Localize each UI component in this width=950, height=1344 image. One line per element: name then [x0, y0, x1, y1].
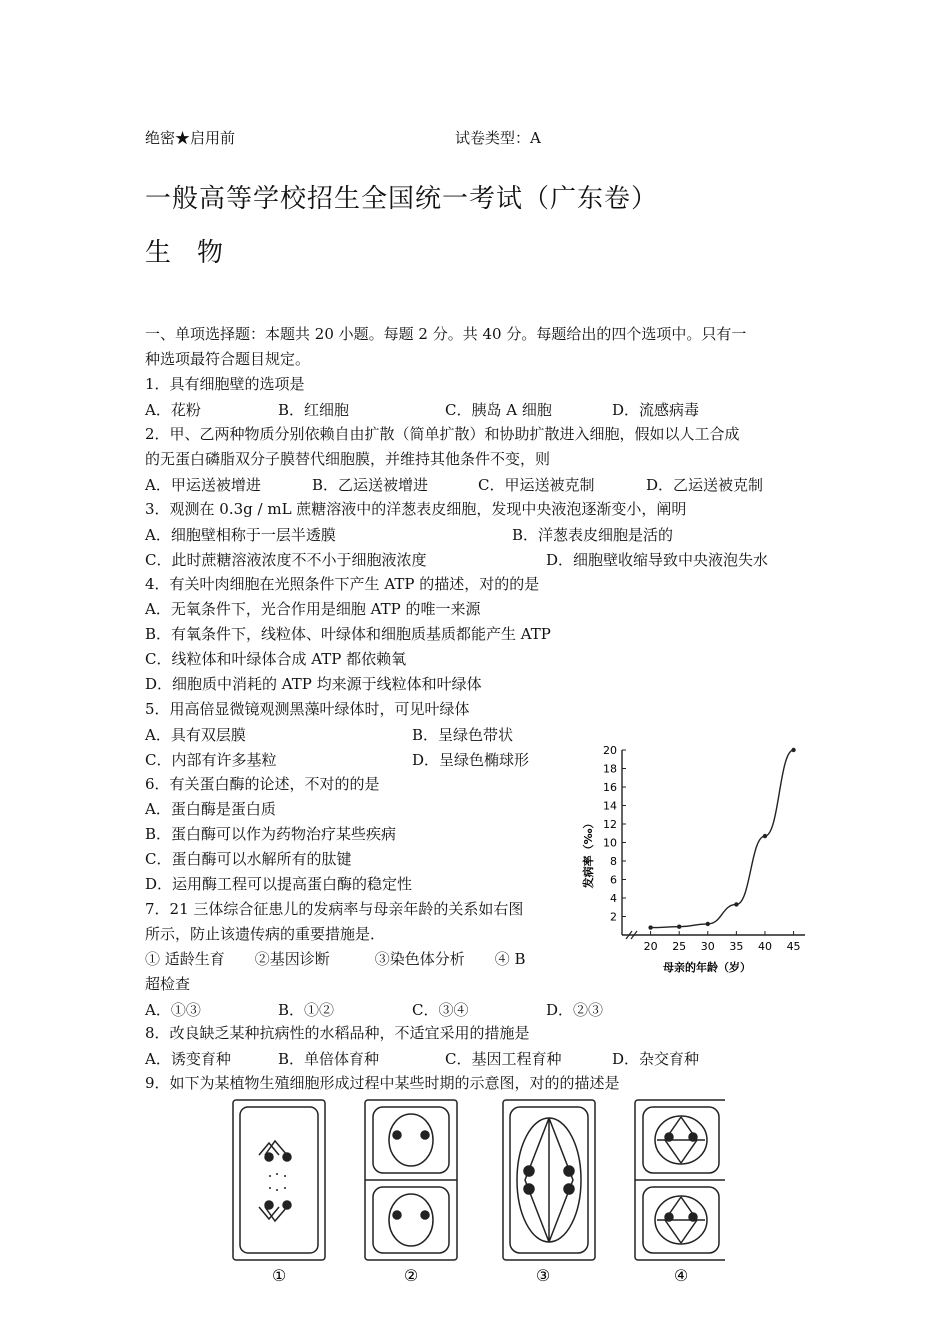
chart-x-tick-label: 20 [643, 940, 658, 953]
chart-x-tick-label: 45 [786, 940, 801, 953]
q1-option-a: A．花粉 [145, 401, 201, 419]
chart-y-tick-label: 14 [603, 799, 617, 813]
chart-x-tick-label: 40 [757, 940, 772, 953]
cell-diagram-4 [635, 1100, 725, 1260]
q7-stem-1: 7．21 三体综合征患儿的发病率与母亲年龄的关系如右图 [145, 900, 524, 918]
q7-options-2: 超检查 [145, 975, 191, 993]
chart-ylabel: 发病率（‰） [582, 817, 595, 889]
q2-option-b: B．乙运送被增进 [312, 476, 429, 494]
chart-data-point [706, 922, 710, 926]
q7-option-b: B．①② [278, 1001, 335, 1019]
q8-option-d: D．杂交育种 [612, 1050, 700, 1068]
chart-y-tick-label: 12 [603, 818, 617, 831]
q3-option-a: A．细胞壁相称于一层半透膜 [145, 526, 336, 544]
q7-option-d: D．②③ [546, 1001, 604, 1019]
header-left: 绝密★启用前 [145, 129, 236, 147]
subject-title: 生 物 [145, 238, 224, 268]
q1-option-c: C．胰岛 A 细胞 [445, 401, 552, 419]
chart-y-tick-label: 2 [610, 910, 617, 924]
q2-stem-2: 的无蛋白磷脂双分子膜替代细胞膜，并维持其他条件不变，则 [145, 450, 551, 468]
q2-option-c: C．甲运送被克制 [478, 476, 595, 494]
chart-data-point [734, 902, 738, 906]
diagram-label-4: ④ [673, 1266, 689, 1285]
section-intro-1: 一、单项选择题：本题共 20 小题。每题 2 分。共 40 分。每题给出的四个选项中。只有一 [145, 325, 747, 343]
q8-option-a: A．诱变育种 [145, 1050, 231, 1068]
q2-option-d: D．乙运送被克制 [646, 476, 764, 494]
q1-stem: 1．具有细胞壁的选项是 [145, 375, 305, 393]
diagram-label-3: ③ [535, 1266, 551, 1285]
q8-option-c: C．基因工程育种 [445, 1050, 562, 1068]
cell-diagram-3 [503, 1100, 595, 1260]
chart-y-tick-label: 10 [603, 836, 617, 850]
chart-y-tick-label: 18 [603, 762, 617, 776]
q6-option-a: A．蛋白酶是蛋白质 [145, 800, 276, 818]
q1-option-d: D．流感病毒 [612, 401, 700, 419]
q4-option-b: B．有氧条件下，线粒体、叶绿体和细胞质基质都能产生 ATP [145, 625, 551, 643]
q7-option-a: A．①③ [145, 1001, 201, 1019]
q6-option-b: B．蛋白酶可以作为药物治疗某些疾病 [145, 825, 397, 843]
q4-option-d: D．细胞质中消耗的 ATP 均来源于线粒体和叶绿体 [145, 675, 482, 693]
page-title: 一般高等学校招生全国统一考试（广东卷） [145, 184, 659, 214]
chart-y-tick-label: 8 [610, 855, 617, 868]
q7-stem-2: 所示，防止该遗传病的重要措施是． [145, 925, 386, 943]
q2-option-a: A．甲运送被增进 [145, 476, 261, 494]
chart-data-point [791, 748, 795, 752]
chart-series-line [651, 750, 794, 928]
chart-y-tick-label: 16 [603, 781, 617, 794]
chart-y-tick-label: 20 [603, 744, 617, 757]
q6-option-d: D．运用酶工程可以提高蛋白酶的稳定性 [145, 875, 413, 893]
q3-stem: 3．观测在 0.3g / mL 蔗糖溶液中的洋葱表皮细胞，发现中央液泡逐渐变小，阐明 [145, 500, 687, 518]
q8-stem: 8．改良缺乏某种抗病性的水稻品种，不适宜采用的措施是 [145, 1024, 530, 1042]
cell-diagram-2 [365, 1100, 457, 1260]
header-right: 试卷类型：A [455, 129, 541, 147]
q4-stem: 4．有关叶肉细胞在光照条件下产生 ATP 的描述，对的的是 [145, 575, 540, 593]
diagram-label-1: ① [271, 1266, 287, 1285]
section-intro-2: 种选项最符合题目规定。 [145, 350, 311, 368]
diagram-label-2: ② [403, 1266, 419, 1285]
q9-stem: 9．如下为某植物生殖细胞形成过程中某些时期的示意图，对的的描述是 [145, 1074, 620, 1092]
chart-x-tick-label: 30 [700, 940, 715, 953]
q1-option-b: B．红细胞 [278, 401, 350, 419]
chart-data-point [677, 924, 681, 928]
q7-option-c: C．③④ [412, 1001, 469, 1019]
q4-option-a: A．无氧条件下，光合作用是细胞 ATP 的唯一来源 [145, 600, 481, 618]
q3-option-c: C．此时蔗糖溶液浓度不不小于细胞液浓度 [145, 551, 427, 569]
chart-xlabel: 母亲的年龄（岁） [663, 961, 751, 974]
q7-options-1: ① 适龄生育 ②基因诊断 ③染色体分析 ④ B [145, 950, 526, 968]
q5-stem: 5．用高倍显微镜观测黑藻叶绿体时，可见叶绿体 [145, 700, 470, 718]
incidence-age-chart [570, 735, 820, 980]
q6-stem: 6．有关蛋白酶的论述，不对的的是 [145, 775, 380, 793]
chart-y-tick-label: 6 [610, 873, 617, 887]
q5-option-a: A．具有双层膜 [145, 726, 246, 744]
chart-data-point [648, 925, 652, 929]
q3-option-b: B．洋葱表皮细胞是活的 [512, 526, 674, 544]
q2-stem-1: 2．甲、乙两种物质分别依赖自由扩散（简单扩散）和协助扩散进入细胞，假如以人工合成 [145, 425, 740, 443]
chart-data-point [763, 834, 767, 838]
chart-x-tick-label: 35 [729, 940, 744, 953]
cell-division-diagrams [225, 1095, 725, 1290]
q5-option-b: B．呈绿色带状 [412, 726, 514, 744]
q3-option-d: D．细胞壁收缩导致中央液泡失水 [546, 551, 769, 569]
chart-x-tick-label: 25 [672, 940, 687, 953]
q6-option-c: C．蛋白酶可以水解所有的肽键 [145, 850, 352, 868]
q8-option-b: B．单倍体育种 [278, 1050, 380, 1068]
q5-option-c: C．内部有许多基粒 [145, 751, 277, 769]
cell-diagram-1 [233, 1100, 325, 1260]
q5-option-d: D．呈绿色椭球形 [412, 751, 530, 769]
q4-option-c: C．线粒体和叶绿体合成 ATP 都依赖氧 [145, 650, 407, 668]
chart-y-tick-label: 4 [610, 892, 617, 905]
